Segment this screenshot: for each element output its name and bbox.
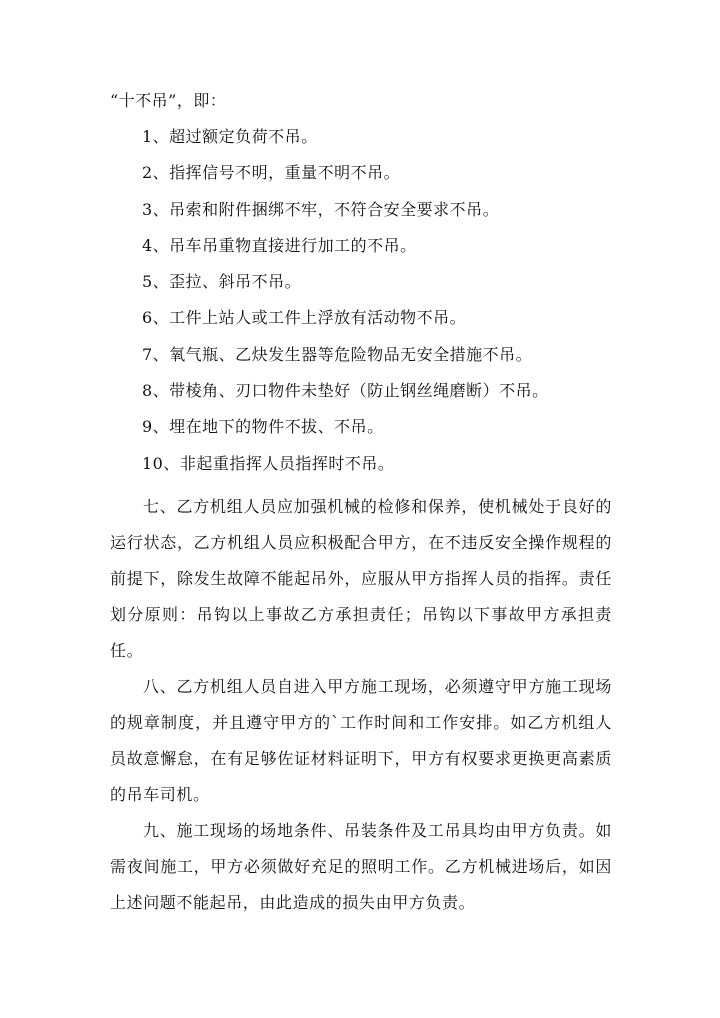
ten-rules-list [110,126,612,475]
paragraph-seven: 七、乙方机组人员应加强机械的检修和保养，使机械处于良好的运行状态，乙方机组人员应积极配合甲方，在不违反安全操作规程的前提下，除发生故障不能起吊外，应服从甲方指挥人员的指挥。责任划分原则：吊钩以上事故乙方承担责任；吊钩以下事故甲方承担责任。 [110,496,612,660]
rule-item: 2、指挥信号不明，重量不明不吊。 [142,163,401,183]
rule-item: 4、吊车吊重物直接进行加工的不吊。 [142,235,417,255]
rule-item: 8、带棱角、刃口物件未垫好（防止钢丝绳磨断）不吊。 [142,381,549,401]
intro-line: “十不吊”，即： [110,91,227,110]
rule-item: 10、非起重指挥人员指挥时不吊。 [142,453,395,473]
rule-item: 7、氧气瓶、乙炔发生器等危险物品无安全措施不吊。 [142,344,533,364]
paragraph-eight: 八、乙方机组人员自进入甲方施工现场，必须遵守甲方施工现场的规章制度，并且遵守甲方的`工作时间和工作安排。如乙方机组人员故意懈怠，在有足够佐证材料证明下，甲方有权要求更换更高素质的吊车司机。 [110,676,612,804]
rule-item: 1、超过额定负荷不吊。 [142,127,318,146]
rule-item: 9、埋在地下的物件不拔、不吊。 [142,417,384,437]
rule-item: 3、吊索和附件捆绑不牢，不符合安全要求不吊。 [142,199,500,219]
paragraph-nine: 九、施工现场的场地条件、吊装条件及工吊具均由甲方负责。如需夜间施工，甲方必须做好充足的照明工作。乙方机械进场后，如因上述问题不能起吊，由此造成的损失由甲方负责。 [110,820,612,912]
rule-item: 6、工件上站人或工件上浮放有活动物不吊。 [142,308,467,328]
rule-item: 5、歪拉、斜吊不吊。 [142,272,302,292]
